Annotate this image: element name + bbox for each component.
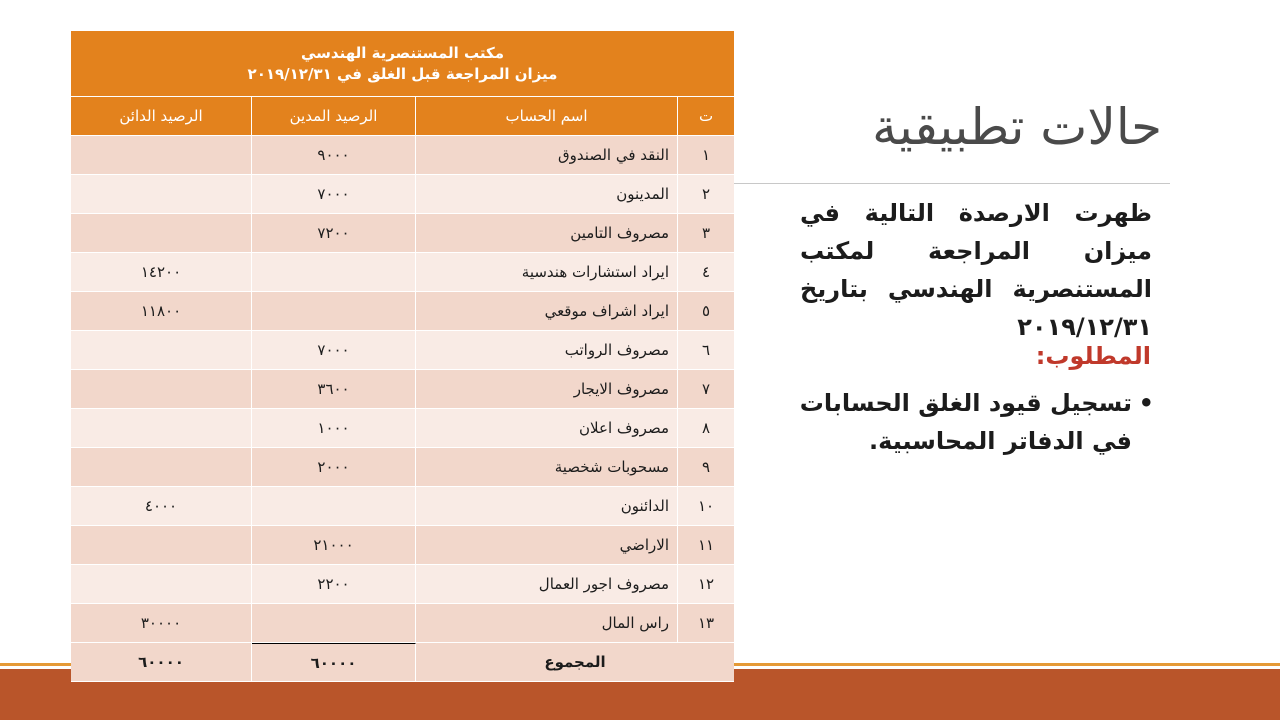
- credit-cell: [71, 331, 252, 370]
- row-number-cell: ٤: [678, 253, 734, 292]
- debit-cell: [252, 487, 416, 526]
- slide-heading: حالات تطبيقية: [872, 98, 1162, 156]
- total-credit: ٦٠٠٠٠: [71, 643, 252, 682]
- account-name-cell: مصروف اعلان: [416, 409, 678, 448]
- header-debit: الرصيد المدين: [252, 97, 416, 136]
- debit-cell: ٩٠٠٠: [252, 136, 416, 175]
- problem-statement: ظهرت الارصدة التالية في ميزان المراجعة لمكتب المستنصرية الهندسي بتاريخ ٢٠١٩/١٢/٣١: [800, 199, 1152, 341]
- account-name-cell: الدائنون: [416, 487, 678, 526]
- credit-cell: [71, 370, 252, 409]
- trial-balance-table: [71, 31, 734, 680]
- row-number-cell: ٨: [678, 409, 734, 448]
- row-number-cell: ٩: [678, 448, 734, 487]
- bullet-icon: •: [1138, 389, 1154, 417]
- account-name-cell: مصروف التامين: [416, 214, 678, 253]
- table-title: [71, 31, 734, 97]
- row-number-cell: ٥: [678, 292, 734, 331]
- credit-cell: [71, 526, 252, 565]
- debit-cell: ٧٢٠٠: [252, 214, 416, 253]
- required-item: [770, 384, 1154, 460]
- debit-cell: ٢٠٠٠: [252, 448, 416, 487]
- row-number-cell: ٧: [678, 370, 734, 409]
- credit-cell: ٤٠٠٠: [71, 487, 252, 526]
- account-name-cell: ايراد اشراف موقعي: [416, 292, 678, 331]
- row-number-cell: ١٠: [678, 487, 734, 526]
- account-name-cell: مسحوبات شخصية: [416, 448, 678, 487]
- account-name-cell: مصروف اجور العمال: [416, 565, 678, 604]
- credit-cell: ١١٨٠٠: [71, 292, 252, 331]
- debit-cell: ٧٠٠٠: [252, 331, 416, 370]
- required-title: المطلوب:: [1035, 342, 1151, 370]
- account-name-cell: النقد في الصندوق: [416, 136, 678, 175]
- account-name-cell: مصروف الايجار: [416, 370, 678, 409]
- debit-cell: ٢٢٠٠: [252, 565, 416, 604]
- header-account-name: اسم الحساب: [416, 97, 678, 136]
- table-title-line1: مكتب المستنصرية الهندسي: [300, 43, 505, 62]
- debit-cell: [252, 604, 416, 643]
- required-item-text: تسجيل قيود الغلق الحسابات في الدفاتر المحاسبية.: [799, 389, 1132, 455]
- credit-cell: [71, 136, 252, 175]
- credit-cell: [71, 175, 252, 214]
- row-number-cell: ١١: [678, 526, 734, 565]
- account-name-cell: مصروف الرواتب: [416, 331, 678, 370]
- account-name-cell: ايراد استشارات هندسية: [416, 253, 678, 292]
- debit-cell: ٧٠٠٠: [252, 175, 416, 214]
- account-name-cell: راس المال: [416, 604, 678, 643]
- debit-cell: [252, 253, 416, 292]
- debit-cell: ٢١٠٠٠: [252, 526, 416, 565]
- header-credit: الرصيد الدائن: [71, 97, 252, 136]
- heading-divider: [734, 183, 1170, 184]
- credit-cell: ٣٠٠٠٠: [71, 604, 252, 643]
- credit-cell: [71, 409, 252, 448]
- credit-cell: [71, 214, 252, 253]
- debit-cell: ٣٦٠٠: [252, 370, 416, 409]
- total-debit: ٦٠٠٠٠: [252, 643, 416, 682]
- debit-cell: [252, 292, 416, 331]
- debit-cell: ١٠٠٠: [252, 409, 416, 448]
- row-number-cell: ١: [678, 136, 734, 175]
- account-name-cell: المدينون: [416, 175, 678, 214]
- total-label: المجموع: [416, 643, 734, 682]
- row-number-cell: ٦: [678, 331, 734, 370]
- credit-cell: [71, 565, 252, 604]
- row-number-cell: ١٣: [678, 604, 734, 643]
- row-number-cell: ٣: [678, 214, 734, 253]
- credit-cell: [71, 448, 252, 487]
- row-number-cell: ١٢: [678, 565, 734, 604]
- credit-cell: ١٤٢٠٠: [71, 253, 252, 292]
- account-name-cell: الاراضي: [416, 526, 678, 565]
- header-number: ت: [678, 97, 734, 136]
- row-number-cell: ٢: [678, 175, 734, 214]
- table-title-line2: ميزان المراجعة قبل الغلق في ٢٠١٩/١٢/٣١: [247, 64, 558, 83]
